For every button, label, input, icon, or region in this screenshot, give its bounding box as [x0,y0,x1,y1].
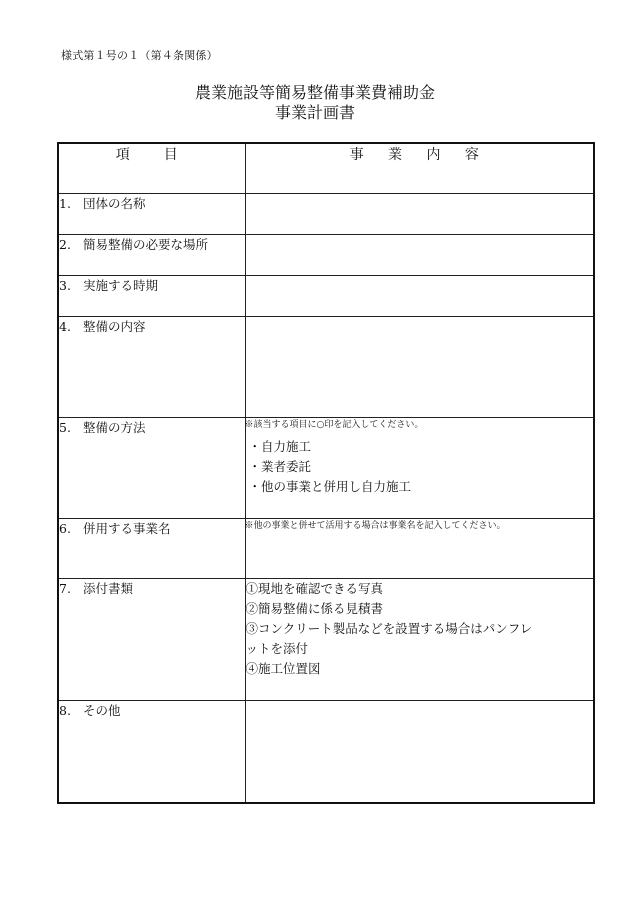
row-label-content [58,317,245,418]
row-label: 団体の名称 [83,196,146,211]
plan-table [57,142,595,804]
attachment-item: ②簡易整備に係る見積書 [245,601,384,616]
row-number: 2. [59,237,71,252]
location-field[interactable] [245,235,594,276]
table-header-row [58,143,594,194]
row-label-location [58,235,245,276]
other-field[interactable] [245,701,594,804]
attachment-item: ③コンクリート製品などを設置する場合はパンフレ [245,621,533,636]
row-label: 併用する事業名 [83,521,171,536]
row-number: 7. [59,581,71,596]
content-field[interactable] [245,317,594,418]
row-label-group-name [58,194,245,235]
period-field[interactable] [245,276,594,317]
document-subtitle: 事業計画書 [274,103,355,122]
row-number: 1. [59,196,71,211]
row-number: 3. [59,278,71,293]
row-label-period [58,276,245,317]
table-row [58,194,594,235]
attachment-item: ④施工位置図 [245,661,321,676]
row-number: 8. [59,703,71,718]
attachment-item: ①現地を確認できる写真 [245,581,384,596]
method-field[interactable] [245,418,594,519]
combined-project-field[interactable] [245,519,594,579]
table-row [58,579,594,701]
row-label: その他 [83,703,121,718]
method-note: ※該当する項目に○印を記入してください。 [244,420,424,430]
document-title: 農業施設等簡易整備事業費補助金 [194,83,435,102]
table-row [58,701,594,804]
row-number: 6. [59,521,71,536]
row-number: 5. [59,420,71,435]
row-label-method [58,418,245,519]
table-row [58,519,594,579]
row-label: 整備の内容 [83,319,146,334]
attachments-list [245,579,594,701]
table-row [58,276,594,317]
header-content: 事 業 内 容 [245,143,594,194]
table-row [58,418,594,519]
row-label: 実施する時期 [83,278,159,293]
row-label-other [58,701,245,804]
combined-project-note: ※他の事業と併せて活用する場合は事業名を記入してください。 [244,521,506,531]
option-self-construction[interactable]: ・自力施工 [248,439,312,454]
option-contractor[interactable]: ・業者委託 [248,459,312,474]
attachment-item-continuation: ットを添付 [245,641,309,656]
row-label: 簡易整備の必要な場所 [83,237,209,252]
table-row [58,235,594,276]
form-reference: 様式第１号の１（第４条関係） [61,49,218,62]
group-name-field[interactable] [245,194,594,235]
table-row [58,317,594,418]
row-number: 4. [59,319,71,334]
row-label-attachments [58,579,245,701]
row-label: 添付書類 [83,581,134,596]
header-item: 項 目 [58,143,245,194]
option-combined[interactable]: ・他の事業と併用し自力施工 [248,479,412,494]
row-label-combined-project [58,519,245,579]
row-label: 整備の方法 [83,420,146,435]
